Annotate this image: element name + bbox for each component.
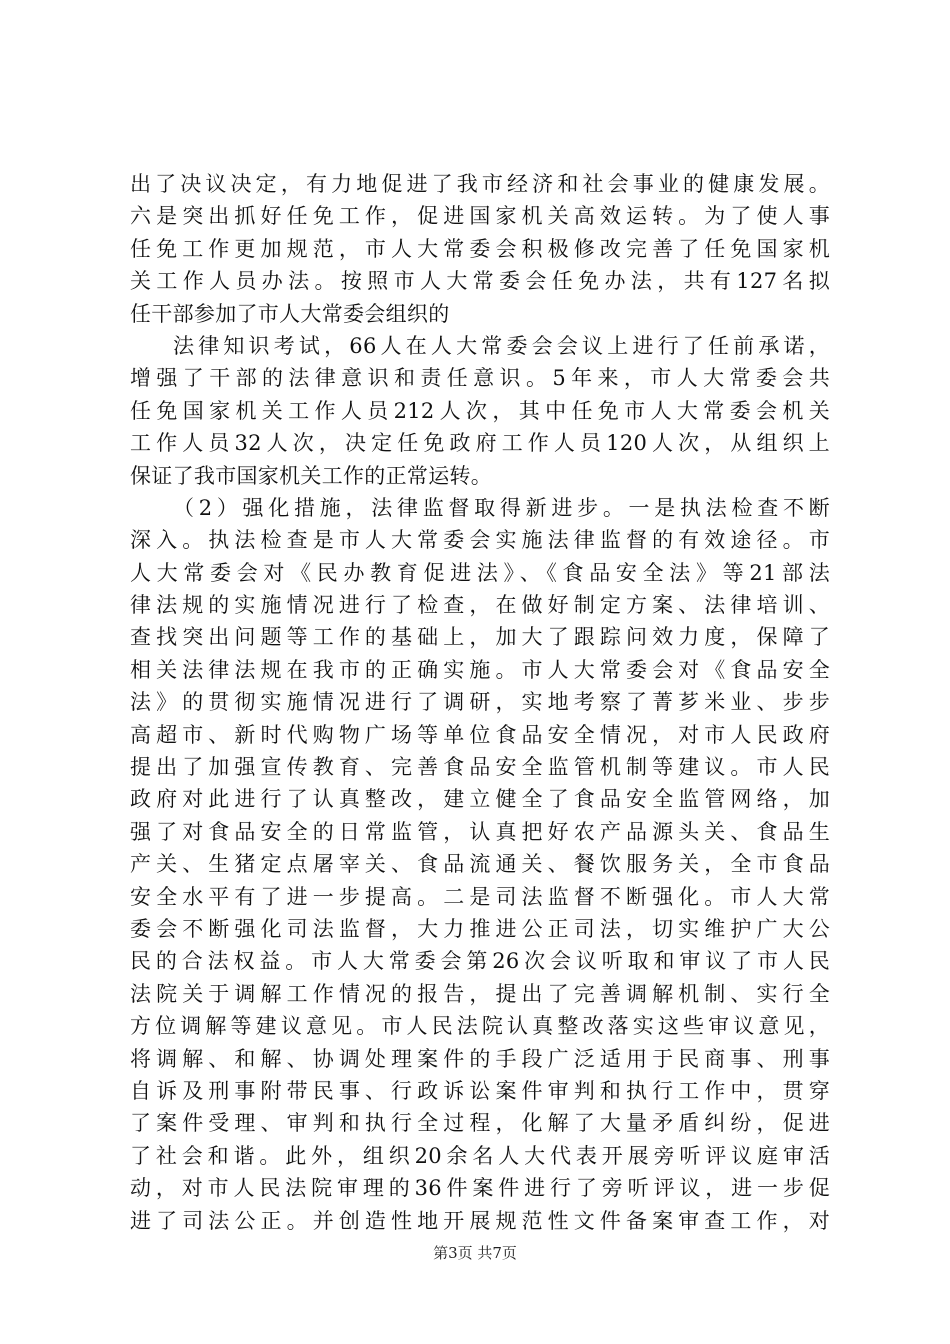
page-footer	[0, 1243, 950, 1263]
text-line: 法院关于调解工作情况的报告，提出了完善调解机制、实行全	[130, 981, 830, 1006]
text-line: 任免工作更加规范，市人大常委会积极修改完善了任免国家机	[130, 236, 830, 261]
text-line: 委会不断强化司法监督，大力推进公正司法，切实维护广大公	[130, 916, 830, 941]
text-line: 出了决议决定，有力地促进了我市经济和社会事业的健康发展。	[130, 172, 830, 196]
text-line: 任干部参加了市人大常委会组织的	[130, 301, 450, 326]
text-line: 民的合法权益。市人大常委会第26次会议听取和审议了市人民	[130, 949, 830, 974]
text-line: 高超市、新时代购物广场等单位食品安全情况，对市人民政府	[130, 722, 830, 747]
text-line: （2）强化措施，法律监督取得新进步。一是执法检查不断	[173, 495, 830, 520]
text-line: 任免国家机关工作人员212人次，其中任免市人大常委会机关	[130, 398, 830, 423]
text-line: 了案件受理、审判和执行全过程，化解了大量矛盾纠纷，促进	[130, 1111, 830, 1136]
text-line: 关工作人员办法。按照市人大常委会任免办法，共有127名拟	[130, 269, 830, 294]
text-line: 律法规的实施情况进行了检查，在做好制定方案、法律培训、	[130, 593, 830, 618]
text-line: 政府对此进行了认真整改，建立健全了食品安全监管网络，加	[130, 787, 830, 812]
text-line: 动，对市人民法院审理的36件案件进行了旁听评议，进一步促	[130, 1176, 830, 1201]
text-line: 人大常委会对《民办教育促进法》、《食品安全法》等21部法	[130, 560, 830, 585]
text-line: 查找突出问题等工作的基础上，加大了跟踪问效力度，保障了	[130, 625, 830, 650]
text-line: 深入。执法检查是市人大常委会实施法律监督的有效途径。市	[130, 528, 830, 553]
text-line: 增强了干部的法律意识和责任意识。5年来，市人大常委会共	[130, 366, 830, 391]
text-line: 法》的贯彻实施情况进行了调研，实地考察了菁芗米业、步步	[130, 690, 830, 715]
body-text	[130, 168, 830, 1237]
text-line: 将调解、和解、协调处理案件的手段广泛适用于民商事、刑事	[130, 1046, 830, 1071]
text-line: 方位调解等建议意见。市人民法院认真整改落实这些审议意见，	[130, 1014, 830, 1039]
text-line: 六是突出抓好任免工作，促进国家机关高效运转。为了使人事	[130, 204, 830, 229]
text-line: 了社会和谐。此外，组织20余名人大代表开展旁听评议庭审活	[130, 1143, 830, 1168]
text-line: 产关、生猪定点屠宰关、食品流通关、餐饮服务关，全市食品	[130, 852, 830, 877]
text-line: 强了对食品安全的日常监管，认真把好农产品源头关、食品生	[130, 819, 830, 844]
text-line: 自诉及刑事附带民事、行政诉讼案件审判和执行工作中，贯穿	[130, 1078, 830, 1103]
text-line: 进了司法公正。并创造性地开展规范性文件备案审查工作，对	[130, 1208, 830, 1233]
text-line: 安全水平有了进一步提高。二是司法监督不断强化。市人大常	[130, 884, 830, 909]
text-line: 法律知识考试，66人在人大常委会会议上进行了任前承诺，	[173, 333, 830, 358]
text-line: 提出了加强宣传教育、完善食品安全监管机制等建议。市人民	[130, 755, 830, 780]
page-number-label: 第3页 共7页	[433, 1244, 517, 1262]
text-line: 相关法律法规在我市的正确实施。市人大常委会对《食品安全	[130, 657, 830, 682]
text-line: 工作人员32人次，决定任免政府工作人员120人次，从组织上	[130, 431, 830, 456]
text-line: 保证了我市国家机关工作的正常运转。	[130, 463, 493, 488]
